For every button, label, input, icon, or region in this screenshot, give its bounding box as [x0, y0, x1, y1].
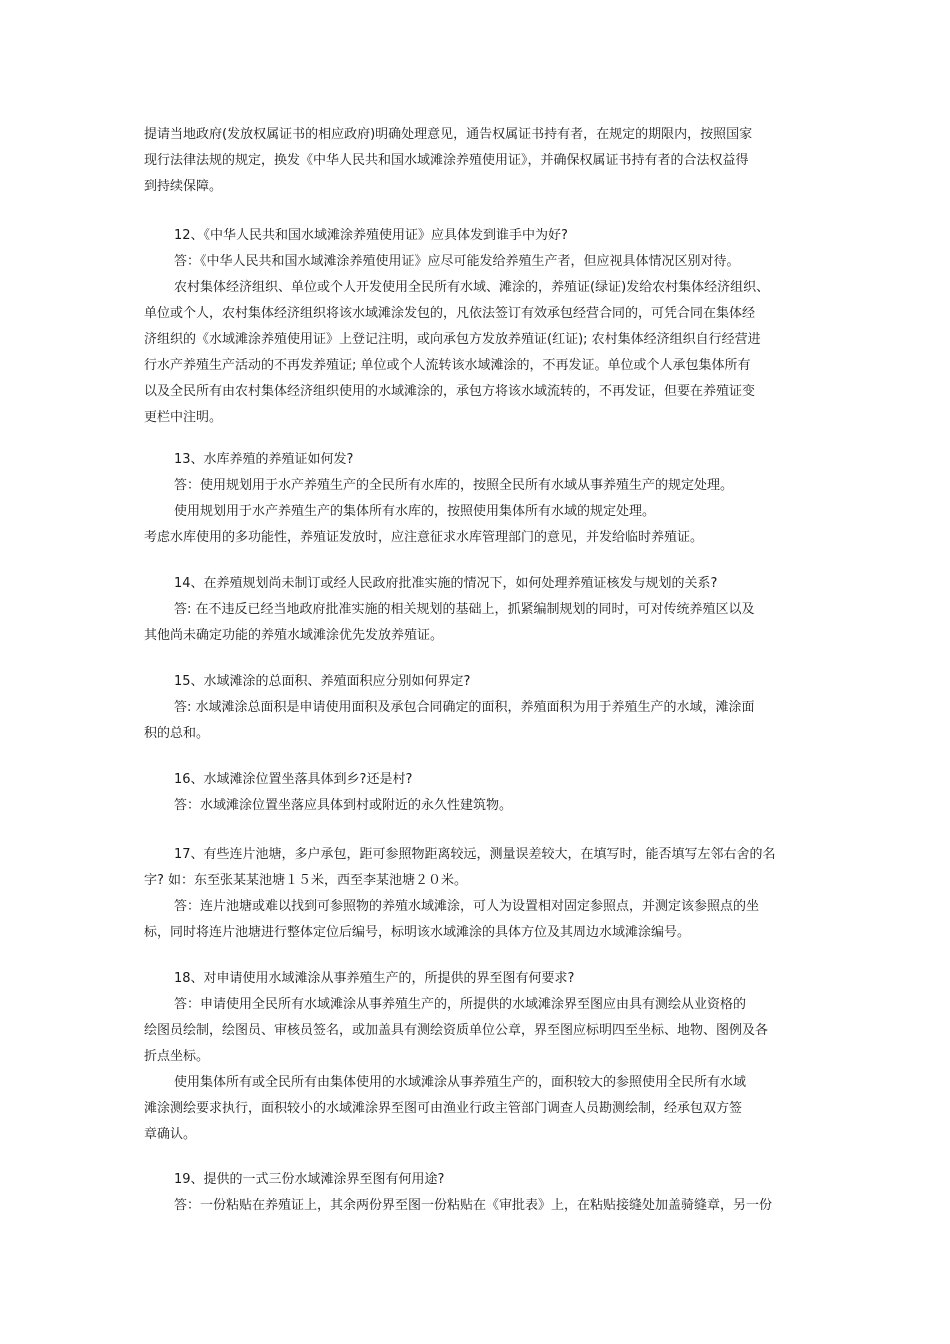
text-line: 单位或个人，农村集体经济组织将该水域滩涂发包的，凡依法签订有效承包经营合同的，可凭合同在集体经 [144, 306, 756, 321]
text-line: 提请当地政府(发放权属证书的相应政府)明确处理意见，通告权属证书持有者，在规定的期限内，按照国家 [144, 127, 753, 142]
text-line: 济组织的《水域滩涂养殖使用证》上登记注明，或向承包方发放养殖证(红证); 农村集体经济组织自行经营进 [144, 332, 761, 347]
question-17 [144, 842, 809, 946]
question-18 [144, 966, 809, 1148]
answer-line: 答：水域滩涂位置坐落应具体到村或附近的永久性建筑物。 [174, 798, 513, 813]
text-line: 字? 如：东至张某某池塘１５米，西至李某池塘２０米。 [144, 873, 468, 888]
text-line: 章确认。 [144, 1127, 197, 1142]
answer-line: 答：《中华人民共和国水域滩涂养殖使用证》应尽可能发给养殖生产者，但应视具体情况区别对待。 [174, 254, 740, 269]
text-line: 折点坐标。 [144, 1049, 210, 1064]
text-line: 积的总和。 [144, 726, 210, 741]
text-line: 使用规划用于水产养殖生产的集体所有水库的，按照使用集体所有水域的规定处理。 [174, 504, 656, 519]
text-line: 行水产养殖生产活动的不再发养殖证; 单位或个人流转该水域滩涂的，不再发证。单位或个人承包集体所有 [144, 358, 751, 373]
question-heading: 19、提供的一式三份水域滩涂界至图有何用途? [174, 1172, 445, 1187]
text-line: 其他尚未确定功能的养殖水域滩涂优先发放养殖证。 [144, 628, 444, 643]
question-19 [144, 1167, 809, 1219]
text-line: 标，同时将连片池塘进行整体定位后编号，标明该水域滩涂的具体方位及其周边水域滩涂编号。 [144, 925, 691, 940]
text-line: 滩涂测绘要求执行，面积较小的水域滩涂界至图可由渔业行政主管部门调查人员勘测绘制，经承包双方签 [144, 1101, 743, 1116]
answer-line: 答: 在不违反已经当地政府批准实施的相关规划的基础上，抓紧编制规划的同时，可对传统养殖区以及 [174, 602, 755, 617]
answer-line: 答：一份粘贴在养殖证上，其余两份界至图一份粘贴在《审批表》上，在粘贴接缝处加盖骑缝章，另一份 [174, 1198, 773, 1213]
question-heading: 14、在养殖规划尚未制订或经人民政府批准实施的情况下，如何处理养殖证核发与规划的关系? [174, 576, 718, 591]
question-heading: 13、水库养殖的养殖证如何发? [174, 452, 354, 467]
answer-line: 答: 水域滩涂总面积是申请使用面积及承包合同确定的面积，养殖面积为用于养殖生产的水域，滩涂面 [174, 700, 755, 715]
question-heading: 18、对申请使用水域滩涂从事养殖生产的，所提供的界至图有何要求? [174, 971, 575, 986]
text-line: 使用集体所有或全民所有由集体使用的水域滩涂从事养殖生产的，面积较大的参照使用全民所有水域 [174, 1075, 747, 1090]
text-line: 更栏中注明。 [144, 410, 223, 425]
text-line: 现行法律法规的规定，换发《中华人民共和国水域滩涂养殖使用证》，并确保权属证书持有者的合法权益得 [144, 153, 749, 168]
answer-line: 答：连片池塘或难以找到可参照物的养殖水域滩涂，可人为设置相对固定参照点，并测定该参照点的坐 [174, 899, 760, 914]
answer-line: 答：申请使用全民所有水域滩涂从事养殖生产的，所提供的水域滩涂界至图应由具有测绘从业资格的 [174, 997, 747, 1012]
question-13 [144, 447, 809, 551]
text-line: 以及全民所有由农村集体经济组织使用的水域滩涂的，承包方将该水域流转的，不再发证，但要在养殖证变 [144, 384, 756, 399]
answer-line: 答：使用规划用于水产养殖生产的全民所有水库的，按照全民所有水域从事养殖生产的规定处理。 [174, 478, 734, 493]
text-line: 农村集体经济组织、单位或个人开发使用全民所有水域、滩涂的，养殖证(绿证)发给农村集体经济组织、 [174, 280, 770, 295]
question-12 [144, 223, 809, 431]
question-heading: 16、水域滩涂位置坐落具体到乡?还是村? [174, 772, 413, 787]
question-heading: 17、有些连片池塘，多户承包，距可参照物距离较远，测量误差较大，在填写时，能否填写左邻右舍的名 [174, 847, 776, 862]
question-15 [144, 669, 809, 747]
question-heading: 12、《中华人民共和国水域滩涂养殖使用证》应具体发到谁手中为好? [174, 228, 568, 243]
text-line: 到持续保障。 [144, 179, 223, 194]
question-heading: 15、水域滩涂的总面积、养殖面积应分别如何界定? [174, 674, 471, 689]
text-line: 绘图员绘制，绘图员、审核员签名，或加盖具有测绘资质单位公章，界至图应标明四至坐标、地物、图例及各 [144, 1023, 769, 1038]
text-line: 考虑水库使用的多功能性，养殖证发放时，应注意征求水库管理部门的意见，并发给临时养殖证。 [144, 530, 704, 545]
intro-paragraph [144, 122, 809, 200]
question-14 [144, 571, 809, 649]
question-16 [144, 767, 809, 819]
